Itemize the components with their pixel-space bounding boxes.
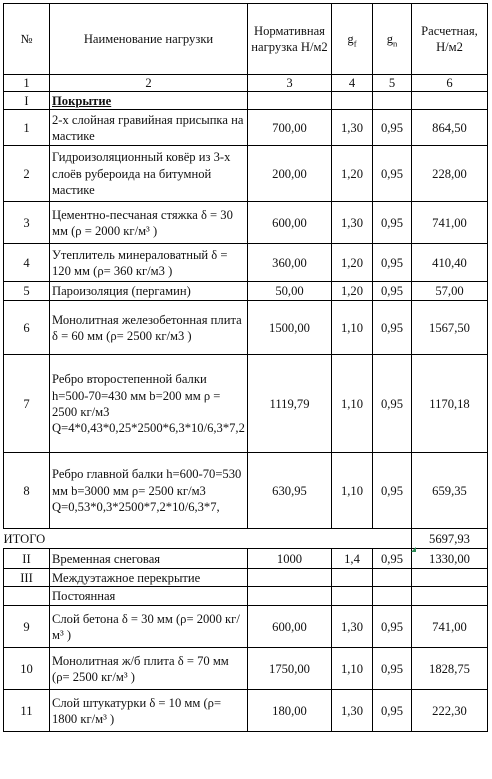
row-gf: 1,30 — [332, 690, 373, 732]
row-design: 1567,50 — [412, 301, 488, 355]
row-number: II — [4, 549, 50, 569]
row-design: 410,40 — [412, 244, 488, 282]
row-normative: 700,00 — [248, 110, 332, 146]
row-gn: 0,95 — [373, 301, 412, 355]
row-design: 1828,75 — [412, 648, 488, 690]
row-name: Слой штукатурки δ = 10 мм (ρ= 1800 кг/м³ ) — [50, 690, 248, 732]
row-gn: 0,95 — [373, 244, 412, 282]
row-name: Ребро второстепенной балки h=500-70=430 мм b=200 мм ρ = 2500 кг/м3 Q=4*0,43*0,25*2500*6,3*10/6,3*7,2 — [50, 355, 248, 453]
subsection-title: Постоянная — [50, 587, 248, 606]
table-row — [4, 355, 488, 453]
row-name: Монолитная ж/б плита δ = 70 мм (ρ= 2500 кг/м³ ) — [50, 648, 248, 690]
row-gf: 1,30 — [332, 202, 373, 244]
col-number: 6 — [412, 75, 488, 92]
row-design: 1330,00 — [412, 549, 488, 569]
row-design: 741,00 — [412, 606, 488, 648]
row-gn: 0,95 — [373, 648, 412, 690]
table-row — [4, 606, 488, 648]
row-normative: 1000 — [248, 549, 332, 569]
row-gn: 0,95 — [373, 355, 412, 453]
row-gf: 1,10 — [332, 301, 373, 355]
table-row — [4, 110, 488, 146]
table-row — [4, 648, 488, 690]
row-name: Гидроизоляционный ковёр из 3-х слоёв рубероида на битумной мастике — [50, 146, 248, 202]
row-gf: 1,10 — [332, 648, 373, 690]
total-row — [4, 529, 488, 549]
row-number: 7 — [4, 355, 50, 453]
header-num: № — [4, 4, 50, 75]
row-normative: 1750,00 — [248, 648, 332, 690]
section-row — [4, 92, 488, 110]
table-row — [4, 202, 488, 244]
cell-marker-icon — [411, 547, 416, 552]
row-gf: 1,20 — [332, 146, 373, 202]
row-number: 2 — [4, 146, 50, 202]
row-gn: 0,95 — [373, 202, 412, 244]
col-number: 1 — [4, 75, 50, 92]
row-design: 659,35 — [412, 453, 488, 529]
row-design: 57,00 — [412, 282, 488, 301]
row-design: 222,30 — [412, 690, 488, 732]
row-gn: 0,95 — [373, 549, 412, 569]
table-row — [4, 282, 488, 301]
row-number: 10 — [4, 648, 50, 690]
row-name: Ребро главной балки h=600-70=530 мм b=3000 мм ρ= 2500 кг/м3 Q=0,53*0,3*2500*7,2*10/6,3*7, — [50, 453, 248, 529]
header-name: Наименование нагрузки — [50, 4, 248, 75]
col-number: 2 — [50, 75, 248, 92]
row-normative: 600,00 — [248, 202, 332, 244]
table-row — [4, 146, 488, 202]
row-gf: 1,20 — [332, 282, 373, 301]
row-gf: 1,10 — [332, 355, 373, 453]
row-gf: 1,30 — [332, 606, 373, 648]
col-number: 5 — [373, 75, 412, 92]
row-name: Утеплитель минераловатный δ = 120 мм (ρ= 360 кг/м3 ) — [50, 244, 248, 282]
total-design: 5697,93 — [412, 529, 488, 549]
section-title: Междуэтажное перекрытие — [50, 569, 248, 587]
row-normative: 200,00 — [248, 146, 332, 202]
row-normative: 600,00 — [248, 606, 332, 648]
row-normative: 50,00 — [248, 282, 332, 301]
section-title: Покрытие — [50, 92, 248, 110]
loads-table — [3, 3, 488, 732]
column-number-row — [4, 75, 488, 92]
section-number: I — [4, 92, 50, 110]
total-label: ИТОГО — [4, 529, 412, 549]
header-gn — [373, 4, 412, 75]
table-row — [4, 453, 488, 529]
header-normative: Нормативная нагрузка Н/м2 — [248, 4, 332, 75]
row-number: 1 — [4, 110, 50, 146]
row-gn: 0,95 — [373, 146, 412, 202]
table-row — [4, 301, 488, 355]
row-design: 228,00 — [412, 146, 488, 202]
row-normative: 360,00 — [248, 244, 332, 282]
header-gf-sub: f — [353, 38, 357, 49]
row-gn: 0,95 — [373, 606, 412, 648]
row-normative: 1119,79 — [248, 355, 332, 453]
row-normative: 630,95 — [248, 453, 332, 529]
row-gf: 1,4 — [332, 549, 373, 569]
row-gn: 0,95 — [373, 110, 412, 146]
header-gn-sub: n — [393, 38, 398, 49]
section-row — [4, 569, 488, 587]
section-number: III — [4, 569, 50, 587]
subsection-row — [4, 587, 488, 606]
row-gn: 0,95 — [373, 282, 412, 301]
row-design: 741,00 — [412, 202, 488, 244]
header-gn-base: g — [386, 31, 394, 46]
row-number: 4 — [4, 244, 50, 282]
table-row — [4, 690, 488, 732]
header-row — [4, 4, 488, 75]
row-number: 11 — [4, 690, 50, 732]
row-number: 5 — [4, 282, 50, 301]
row-number: 6 — [4, 301, 50, 355]
row-gf: 1,30 — [332, 110, 373, 146]
header-gf-base: g — [347, 31, 354, 46]
col-number: 3 — [248, 75, 332, 92]
row-name: Монолитная железобетонная плита δ = 60 мм (ρ= 2500 кг/м3 ) — [50, 301, 248, 355]
row-number: 3 — [4, 202, 50, 244]
table-row — [4, 244, 488, 282]
row-number: 9 — [4, 606, 50, 648]
row-name: Временная снеговая — [50, 549, 248, 569]
row-gf: 1,10 — [332, 453, 373, 529]
row-name: Пароизоляция (пергамин) — [50, 282, 248, 301]
row-gn: 0,95 — [373, 453, 412, 529]
row-name: Цементно-песчаная стяжка δ = 30 мм (ρ = 2000 кг/м³ ) — [50, 202, 248, 244]
row-design: 864,50 — [412, 110, 488, 146]
row-normative: 180,00 — [248, 690, 332, 732]
row-gn: 0,95 — [373, 690, 412, 732]
header-design: Расчетная, Н/м2 — [412, 4, 488, 75]
row-number: 8 — [4, 453, 50, 529]
header-gf — [332, 4, 373, 75]
row-normative: 1500,00 — [248, 301, 332, 355]
row-design: 1170,18 — [412, 355, 488, 453]
row-name: 2-х слойная гравийная присыпка на мастике — [50, 110, 248, 146]
row-name: Слой бетона δ = 30 мм (ρ= 2000 кг/м³ ) — [50, 606, 248, 648]
col-number: 4 — [332, 75, 373, 92]
row-gf: 1,20 — [332, 244, 373, 282]
